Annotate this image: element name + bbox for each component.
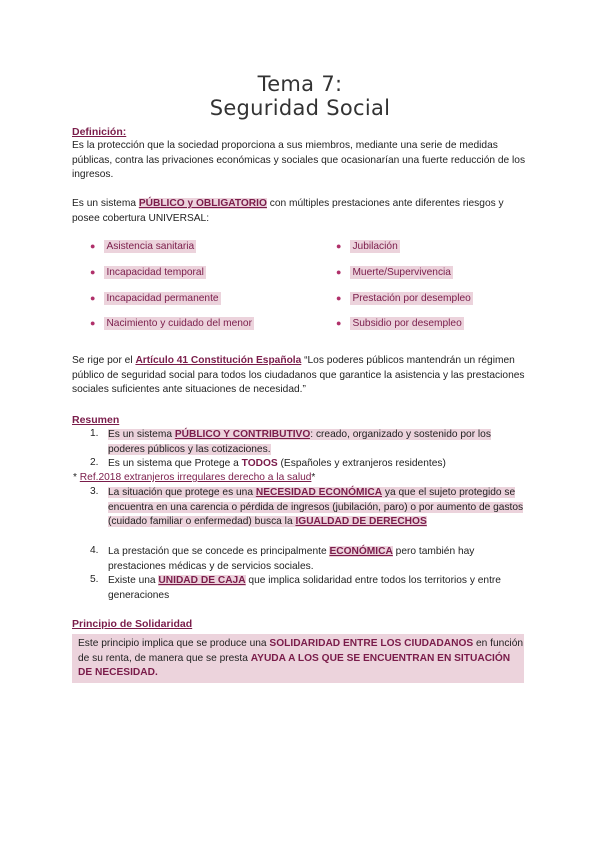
solidaridad-text: Este principio implica que se produce una SOLIDARIDAD ENTRE LOS CIUDADANOS en función de su renta, de manera que se presta AYUDA A LOS QUE SE ENCUENTRAN EN SITUACIÓN DE NECESIDAD. xyxy=(78,638,524,678)
definicion-text: Es la protección que la sociedad proporciona a sus miembros, mediante una serie de medidas públicas, contra las privaciones económicas y sociales que ocasionarían una fuerte reducción de los ingresos. xyxy=(72,140,526,180)
bullet-prestacion-desempleo: ● Prestación por desempleo xyxy=(336,293,471,304)
bullet-muerte: ● Muerte/Supervivencia xyxy=(336,267,451,278)
solidaridad-heading: Principio de Solidaridad xyxy=(72,618,193,630)
sistema-paragraph xyxy=(72,197,532,226)
sistema-pre: Es un sistema xyxy=(72,198,139,209)
item2-num: 2. xyxy=(90,457,99,468)
item5-text: Existe una UNIDAD DE CAJA que implica solidaridad entre todos los territorios y entre generaciones xyxy=(108,575,501,601)
resumen-heading: Resumen xyxy=(72,414,120,426)
definicion-heading-text: Definición: xyxy=(72,126,127,138)
item5-num: 5. xyxy=(90,574,99,585)
bullet-incapacidad-temporal: ● Incapacidad temporal xyxy=(90,267,204,278)
bullet-asistencia: ● Asistencia sanitaria xyxy=(90,241,195,252)
item3-num: 3. xyxy=(90,486,99,497)
articulo-link[interactable]: Artículo 41 Constitución Española xyxy=(135,355,302,366)
item2-text: Es un sistema que Protege a TODOS (Españoles y extranjeros residentes) xyxy=(108,458,446,469)
articulo-paragraph: Se rige por el Artículo 41 Constitución Española “Los poderes públicos mantendrán un régimen público de seguridad social para todos los ciudadanos que garantice la asistencia y las prestaciones sociales suficientes ante situaciones de necesidad.” xyxy=(72,355,525,395)
page-title-line2: Seguridad Social xyxy=(209,96,391,120)
bullet-incapacidad-permanente: ● Incapacidad permanente xyxy=(90,293,219,304)
page-title-line1: Tema 7: xyxy=(257,72,343,96)
sistema-post: con múltiples prestaciones ante diferentes riesgos y posee cobertura UNIVERSAL: xyxy=(72,198,504,224)
bullet-subsidio-desempleo: ● Subsidio por desempleo xyxy=(336,318,462,329)
bullet-nacimiento: ● Nacimiento y cuidado del menor xyxy=(90,318,252,329)
sistema-highlight: PÚBLICO y OBLIGATORIO xyxy=(138,198,267,209)
ref-note: * Ref.2018 extranjeros irregulares derecho a la salud* xyxy=(73,472,316,483)
item1-text: Es un sistema PÚBLICO Y CONTRIBUTIVO: creado, organizado y sostenido por los poderes públicos y las cotizaciones. xyxy=(108,429,491,455)
item3-text: La situación que protege es una NECESIDAD ECONÓMICA ya que el sujeto protegido se encuentra en una carencia o pérdida de ingresos (jubilación, paro) o por aumento de gastos (cuidado familiar o enfermedad) busca la IGUALDAD DE DERECHOS xyxy=(108,487,524,527)
item1-num: 1. xyxy=(90,428,99,439)
item4-text: La prestación que se concede es principalmente ECONÓMICA pero también hay prestaciones médicas y de servicios sociales. xyxy=(108,546,475,572)
bullet-jubilacion: ● Jubilación xyxy=(336,241,398,252)
ref-link[interactable]: Ref.2018 extranjeros irregulares derecho a la salud xyxy=(79,472,312,483)
item4-num: 4. xyxy=(90,545,99,556)
